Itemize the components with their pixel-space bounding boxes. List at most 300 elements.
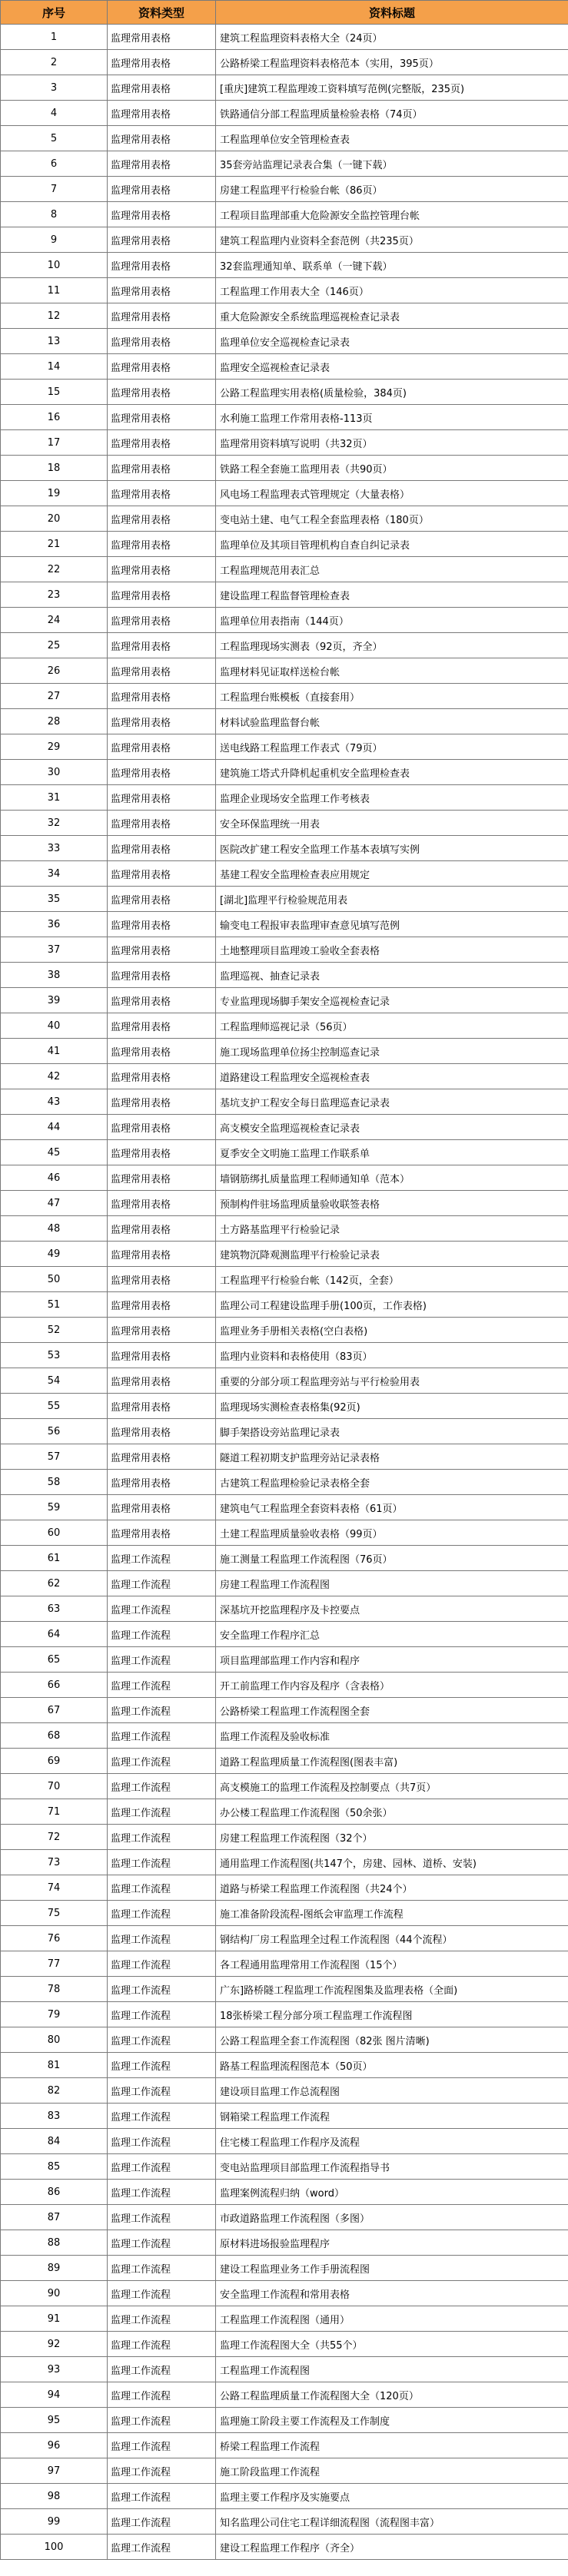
row-title: 监理单位安全巡视检查记录表: [216, 329, 568, 354]
row-number: 81: [1, 2053, 108, 2078]
table-row: [1, 2382, 568, 2408]
row-title: 土地整理项目监理竣工验收全套表格: [216, 937, 568, 963]
row-title: 公路工程监理全套工作流程图（82张 图片清晰): [216, 2027, 568, 2053]
row-title: 专业监理现场脚手架安全巡视检查记录: [216, 988, 568, 1013]
row-number: 96: [1, 2433, 108, 2458]
table-row: [1, 101, 568, 126]
table-row: [1, 1013, 568, 1039]
row-type: 监理工作流程: [108, 2053, 216, 2078]
table-row: [1, 1470, 568, 1495]
row-title: 公路工程监理实用表格(质量检验，384页): [216, 380, 568, 405]
row-type: 监理常用表格: [108, 1444, 216, 1470]
row-number: 49: [1, 1242, 108, 1267]
row-type: 监理工作流程: [108, 2332, 216, 2357]
row-title: 公路桥梁工程监理资料表格范本（实用，395页）: [216, 50, 568, 75]
row-title: 监理工作流程及验收标准: [216, 1723, 568, 1749]
row-title: 水利施工监理工作常用表格-113页: [216, 405, 568, 430]
row-number: 9: [1, 227, 108, 253]
table-row: [1, 2458, 568, 2484]
row-type: 监理常用表格: [108, 734, 216, 760]
row-title: 各工程通用监理常用工作流程图（15个）: [216, 1951, 568, 1977]
row-number: 14: [1, 354, 108, 380]
row-number: 68: [1, 1723, 108, 1749]
row-number: 27: [1, 684, 108, 709]
row-type: 监理工作流程: [108, 1622, 216, 1647]
table-row: [1, 2357, 568, 2382]
table-row: [1, 50, 568, 75]
row-number: 23: [1, 582, 108, 608]
row-number: 45: [1, 1140, 108, 1165]
row-number: 64: [1, 1622, 108, 1647]
row-type: 监理工作流程: [108, 2104, 216, 2129]
row-type: 监理工作流程: [108, 2027, 216, 2053]
row-number: 70: [1, 1774, 108, 1799]
row-type: 监理常用表格: [108, 658, 216, 684]
row-title: 施工现场监理单位扬尘控制巡查记录: [216, 1039, 568, 1064]
row-type: 监理常用表格: [108, 1140, 216, 1165]
row-number: 55: [1, 1394, 108, 1419]
row-number: 73: [1, 1850, 108, 1875]
row-type: 监理工作流程: [108, 1749, 216, 1774]
table-row: [1, 1520, 568, 1546]
row-number: 83: [1, 2104, 108, 2129]
row-type: 监理工作流程: [108, 2509, 216, 2535]
table-row: [1, 2078, 568, 2104]
row-number: 6: [1, 151, 108, 177]
row-number: 90: [1, 2281, 108, 2306]
row-type: 监理常用表格: [108, 481, 216, 506]
table-row: [1, 253, 568, 278]
row-type: 监理工作流程: [108, 1571, 216, 1596]
row-type: 监理常用表格: [108, 126, 216, 151]
row-number: 17: [1, 430, 108, 456]
table-row: [1, 2256, 568, 2281]
table-row: [1, 1749, 568, 1774]
row-type: 监理工作流程: [108, 1774, 216, 1799]
row-number: 28: [1, 709, 108, 734]
row-number: 53: [1, 1343, 108, 1368]
row-type: 监理工作流程: [108, 1799, 216, 1825]
table-row: [1, 202, 568, 227]
row-number: 39: [1, 988, 108, 1013]
row-number: 91: [1, 2306, 108, 2332]
row-type: 监理工作流程: [108, 2458, 216, 2484]
row-number: 32: [1, 811, 108, 836]
row-number: 58: [1, 1470, 108, 1495]
table-row: [1, 329, 568, 354]
row-type: 监理常用表格: [108, 1089, 216, 1115]
row-type: 监理常用表格: [108, 861, 216, 887]
row-type: 监理常用表格: [108, 1013, 216, 1039]
row-type: 监理常用表格: [108, 1318, 216, 1343]
row-number: 88: [1, 2230, 108, 2256]
row-type: 监理工作流程: [108, 1926, 216, 1951]
row-number: 57: [1, 1444, 108, 1470]
row-number: 36: [1, 912, 108, 937]
table-row: [1, 126, 568, 151]
row-type: 监理工作流程: [108, 2281, 216, 2306]
row-type: 监理常用表格: [108, 202, 216, 227]
row-number: 7: [1, 177, 108, 202]
row-type: 监理常用表格: [108, 633, 216, 658]
row-title: 房建工程监理平行检验台帐（86页）: [216, 177, 568, 202]
row-type: 监理常用表格: [108, 963, 216, 988]
table-row: [1, 1394, 568, 1419]
row-title: 重要的分部分项工程监理旁站与平行检验用表: [216, 1368, 568, 1394]
row-number: 31: [1, 785, 108, 811]
row-number: 50: [1, 1267, 108, 1292]
row-number: 5: [1, 126, 108, 151]
row-title: 公路工程监理质量工作流程图大全（120页）: [216, 2382, 568, 2408]
row-type: 监理常用表格: [108, 75, 216, 101]
row-type: 监理常用表格: [108, 1267, 216, 1292]
row-number: 80: [1, 2027, 108, 2053]
table-row: [1, 1622, 568, 1647]
row-type: 监理工作流程: [108, 2408, 216, 2433]
row-type: 监理工作流程: [108, 2382, 216, 2408]
table-row: [1, 2180, 568, 2205]
row-type: 监理常用表格: [108, 608, 216, 633]
row-number: 72: [1, 1825, 108, 1850]
row-title: 送电线路工程监理工作表式（79页）: [216, 734, 568, 760]
row-title: 公路桥梁工程监理工作流程图全套: [216, 1698, 568, 1723]
table-row: [1, 1267, 568, 1292]
row-number: 59: [1, 1495, 108, 1520]
table-row: [1, 1115, 568, 1140]
table-row: [1, 506, 568, 532]
row-number: 77: [1, 1951, 108, 1977]
table-row: [1, 1242, 568, 1267]
row-type: 监理常用表格: [108, 1394, 216, 1419]
row-number: 60: [1, 1520, 108, 1546]
table-row: [1, 2002, 568, 2027]
row-number: 71: [1, 1799, 108, 1825]
row-type: 监理工作流程: [108, 2306, 216, 2332]
row-title: 基坑支护工程安全每日监理巡查记录表: [216, 1089, 568, 1115]
row-number: 98: [1, 2484, 108, 2509]
row-title: 高支模安全监理巡视检查记录表: [216, 1115, 568, 1140]
row-number: 20: [1, 506, 108, 532]
row-title: 18张桥梁工程分部分项工程监理工作流程图: [216, 2002, 568, 2027]
row-title: 监理现场实测检查表格集(92页): [216, 1394, 568, 1419]
row-type: 监理常用表格: [108, 937, 216, 963]
table-row: [1, 1977, 568, 2002]
row-type: 监理工作流程: [108, 1850, 216, 1875]
row-number: 43: [1, 1089, 108, 1115]
table-row: [1, 1216, 568, 1242]
row-type: 监理常用表格: [108, 329, 216, 354]
table-row: [1, 1064, 568, 1089]
row-number: 18: [1, 456, 108, 481]
row-number: 75: [1, 1901, 108, 1926]
row-title: 监理工作流程图大全（共55个）: [216, 2332, 568, 2357]
row-number: 35: [1, 887, 108, 912]
row-number: 78: [1, 1977, 108, 2002]
row-number: 99: [1, 2509, 108, 2535]
row-type: 监理常用表格: [108, 532, 216, 557]
header-type: 资料类型: [108, 1, 216, 25]
row-type: 监理工作流程: [108, 2230, 216, 2256]
row-title: 桥梁工程监理工作流程: [216, 2433, 568, 2458]
row-type: 监理常用表格: [108, 456, 216, 481]
row-number: 15: [1, 380, 108, 405]
row-title: 建筑工程监理内业资料全套范例（共235页）: [216, 227, 568, 253]
row-number: 92: [1, 2332, 108, 2357]
row-title: 监理常用资料填写说明（共32页）: [216, 430, 568, 456]
row-title: 建设工程监理业务工作手册流程图: [216, 2256, 568, 2281]
row-title: 重大危险源安全系统监理巡视检查记录表: [216, 303, 568, 329]
row-type: 监理常用表格: [108, 354, 216, 380]
table-row: [1, 456, 568, 481]
row-title: 夏季安全文明施工监理工作联系单: [216, 1140, 568, 1165]
table-row: [1, 1799, 568, 1825]
row-type: 监理常用表格: [108, 1064, 216, 1089]
row-number: 11: [1, 278, 108, 303]
table-row: [1, 2535, 568, 2560]
row-title: 预制构件驻场监理质量验收联签表格: [216, 1191, 568, 1216]
table-row: [1, 1165, 568, 1191]
row-number: 79: [1, 2002, 108, 2027]
row-type: 监理工作流程: [108, 2484, 216, 2509]
table-row: [1, 1089, 568, 1115]
row-type: 监理工作流程: [108, 1698, 216, 1723]
row-number: 40: [1, 1013, 108, 1039]
row-title: 安全监理工作流程和常用表格: [216, 2281, 568, 2306]
table-row: [1, 1191, 568, 1216]
table-row: [1, 1647, 568, 1673]
header-number: 序号: [1, 1, 108, 25]
row-title: 办公楼工程监理工作流程图（50余张）: [216, 1799, 568, 1825]
row-number: 1: [1, 25, 108, 50]
row-number: 52: [1, 1318, 108, 1343]
table-row: [1, 658, 568, 684]
row-type: 监理常用表格: [108, 1368, 216, 1394]
table-row: [1, 709, 568, 734]
table-row: [1, 2433, 568, 2458]
row-title: 施工阶段监理工作流程: [216, 2458, 568, 2484]
table-row: [1, 1495, 568, 1520]
table-row: [1, 227, 568, 253]
table-body: [1, 25, 568, 2560]
row-type: 监理常用表格: [108, 557, 216, 582]
table-row: [1, 1343, 568, 1368]
row-title: 建筑物沉降观测监理平行检验记录表: [216, 1242, 568, 1267]
row-title: 35套旁站监理记录表合集（一键下载）: [216, 151, 568, 177]
row-type: 监理工作流程: [108, 2357, 216, 2382]
table-row: [1, 836, 568, 861]
table-row: [1, 1926, 568, 1951]
header-row: [1, 1, 568, 25]
table-row: [1, 278, 568, 303]
table-row: [1, 75, 568, 101]
table-row: [1, 1875, 568, 1901]
table-row: [1, 2053, 568, 2078]
row-title: 建筑施工塔式升降机起重机安全监理检查表: [216, 760, 568, 785]
row-number: 42: [1, 1064, 108, 1089]
row-title: 建设工程监理工作程序（齐全）: [216, 2535, 568, 2560]
row-title: 变电站监理项目部监理工作流程指导书: [216, 2154, 568, 2180]
row-title: 深基坑开挖监理程序及卡控要点: [216, 1596, 568, 1622]
row-type: 监理常用表格: [108, 1470, 216, 1495]
row-number: 87: [1, 2205, 108, 2230]
row-title: 监理主要工作程序及实施要点: [216, 2484, 568, 2509]
table-row: [1, 1723, 568, 1749]
table-row: [1, 1368, 568, 1394]
header-title: 资料标题: [216, 1, 568, 25]
table-row: [1, 1039, 568, 1064]
table-row: [1, 2408, 568, 2433]
row-number: 19: [1, 481, 108, 506]
table-row: [1, 25, 568, 50]
row-title: 工程监理工作用表大全（146页）: [216, 278, 568, 303]
row-number: 93: [1, 2357, 108, 2382]
row-title: 古建筑工程监理检验记录表格全套: [216, 1470, 568, 1495]
row-type: 监理常用表格: [108, 25, 216, 50]
row-title: 道路建设工程监理安全巡视检查表: [216, 1064, 568, 1089]
row-title: 工程监理平行检验台帐（142页，全套）: [216, 1267, 568, 1292]
row-type: 监理工作流程: [108, 2433, 216, 2458]
row-type: 监理常用表格: [108, 1191, 216, 1216]
row-title: 监理业务手册相关表格(空白表格): [216, 1318, 568, 1343]
row-title: 风电场工程监理表式管理规定（大量表格）: [216, 481, 568, 506]
row-title: 监理巡视、抽查记录表: [216, 963, 568, 988]
row-number: 12: [1, 303, 108, 329]
row-title: 建筑工程监理资料表格大全（24页）: [216, 25, 568, 50]
row-type: 监理常用表格: [108, 303, 216, 329]
row-type: 监理常用表格: [108, 227, 216, 253]
row-title: 安全环保监理统一用表: [216, 811, 568, 836]
row-title: 墙钢筋绑扎质量监理工程师通知单（范本）: [216, 1165, 568, 1191]
row-type: 监理常用表格: [108, 177, 216, 202]
table-row: [1, 2104, 568, 2129]
row-title: 监理企业现场安全监理工作考核表: [216, 785, 568, 811]
table-row: [1, 303, 568, 329]
row-title: 工程监理师巡视记录（56页）: [216, 1013, 568, 1039]
row-title: 32套监理通知单、联系单（一键下载）: [216, 253, 568, 278]
row-title: 铁路通信分部工程监理质量检验表格（74页）: [216, 101, 568, 126]
table-row: [1, 1774, 568, 1799]
table-row: [1, 861, 568, 887]
row-type: 监理常用表格: [108, 1343, 216, 1368]
row-title: 道路与桥梁工程监理工作流程图（共24个）: [216, 1875, 568, 1901]
row-title: [湖北]监理平行检验规范用表: [216, 887, 568, 912]
row-number: 95: [1, 2408, 108, 2433]
row-number: 10: [1, 253, 108, 278]
row-title: 高支模施工的监理工作流程及控制要点（共7页）: [216, 1774, 568, 1799]
table-row: [1, 2154, 568, 2180]
row-type: 监理常用表格: [108, 1242, 216, 1267]
row-title: 监理安全巡视检查记录表: [216, 354, 568, 380]
row-type: 监理常用表格: [108, 506, 216, 532]
row-type: 监理工作流程: [108, 2535, 216, 2560]
table-row: [1, 1292, 568, 1318]
row-type: 监理常用表格: [108, 50, 216, 75]
row-type: 监理常用表格: [108, 1419, 216, 1444]
row-title: 监理施工阶段主要工作流程及工作制度: [216, 2408, 568, 2433]
row-title: 房建工程监理工作流程图（32个）: [216, 1825, 568, 1850]
row-title: 施工准备阶段流程-图纸会审监理工作流程: [216, 1901, 568, 1926]
row-number: 62: [1, 1571, 108, 1596]
table-row: [1, 1698, 568, 1723]
row-type: 监理工作流程: [108, 1977, 216, 2002]
row-type: 监理工作流程: [108, 2154, 216, 2180]
row-number: 69: [1, 1749, 108, 1774]
row-title: 知名监理公司住宅工程详细流程图（流程图丰富）: [216, 2509, 568, 2535]
row-number: 4: [1, 101, 108, 126]
row-title: 工程监理台账模板（直接套用）: [216, 684, 568, 709]
row-type: 监理常用表格: [108, 836, 216, 861]
table-row: [1, 2205, 568, 2230]
row-number: 89: [1, 2256, 108, 2281]
table-row: [1, 582, 568, 608]
row-type: 监理常用表格: [108, 785, 216, 811]
row-title: 建设项目监理工作总流程图: [216, 2078, 568, 2104]
row-title: 隧道工程初期支护监理旁站记录表格: [216, 1444, 568, 1470]
table-row: [1, 2306, 568, 2332]
row-number: 85: [1, 2154, 108, 2180]
row-number: 76: [1, 1926, 108, 1951]
row-type: 监理工作流程: [108, 1875, 216, 1901]
row-type: 监理工作流程: [108, 1596, 216, 1622]
table-row: [1, 380, 568, 405]
row-title: 工程项目监理部重大危险源安全监控管理台帐: [216, 202, 568, 227]
row-type: 监理常用表格: [108, 887, 216, 912]
table-row: [1, 1571, 568, 1596]
row-title: 输变电工程报审表监理审查意见填写范例: [216, 912, 568, 937]
row-type: 监理工作流程: [108, 2002, 216, 2027]
row-title: 钢箱梁工程监理工作流程: [216, 2104, 568, 2129]
table-row: [1, 430, 568, 456]
row-number: 41: [1, 1039, 108, 1064]
row-title: 住宅楼工程监理工作程序及流程: [216, 2129, 568, 2154]
row-title: 房建工程监理工作流程图: [216, 1571, 568, 1596]
row-type: 监理常用表格: [108, 1292, 216, 1318]
row-title: 钢结构厂房工程监理全过程工作流程图（44个流程）: [216, 1926, 568, 1951]
row-title: 铁路工程全套施工监理用表（共90页）: [216, 456, 568, 481]
row-number: 37: [1, 937, 108, 963]
row-type: 监理常用表格: [108, 278, 216, 303]
row-type: 监理工作流程: [108, 1673, 216, 1698]
row-title: 建设监理工程监督管理检查表: [216, 582, 568, 608]
row-type: 监理工作流程: [108, 2256, 216, 2281]
row-number: 65: [1, 1647, 108, 1673]
row-number: 86: [1, 2180, 108, 2205]
table-row: [1, 2484, 568, 2509]
row-type: 监理工作流程: [108, 1647, 216, 1673]
row-number: 67: [1, 1698, 108, 1723]
row-number: 34: [1, 861, 108, 887]
row-title: 工程监理规范用表汇总: [216, 557, 568, 582]
row-title: 监理案例流程归纳（word）: [216, 2180, 568, 2205]
row-title: 广东]路桥隧工程监理工作流程图集及监理表格（全面): [216, 1977, 568, 2002]
table-row: [1, 2281, 568, 2306]
table-row: [1, 177, 568, 202]
row-title: [重庆]建筑工程监理竣工资料填写范例(完整版，235页): [216, 75, 568, 101]
table-row: [1, 532, 568, 557]
row-type: 监理常用表格: [108, 380, 216, 405]
row-type: 监理工作流程: [108, 1901, 216, 1926]
row-type: 监理工作流程: [108, 2129, 216, 2154]
row-title: 材料试验监理监督台帐: [216, 709, 568, 734]
row-title: 工程监理工作流程图（通用）: [216, 2306, 568, 2332]
row-title: 项目监理部监理工作内容和程序: [216, 1647, 568, 1673]
row-type: 监理常用表格: [108, 101, 216, 126]
row-type: 监理常用表格: [108, 253, 216, 278]
row-type: 监理工作流程: [108, 1546, 216, 1571]
row-title: 土方路基监理平行检验记录: [216, 1216, 568, 1242]
row-number: 94: [1, 2382, 108, 2408]
table-row: [1, 151, 568, 177]
